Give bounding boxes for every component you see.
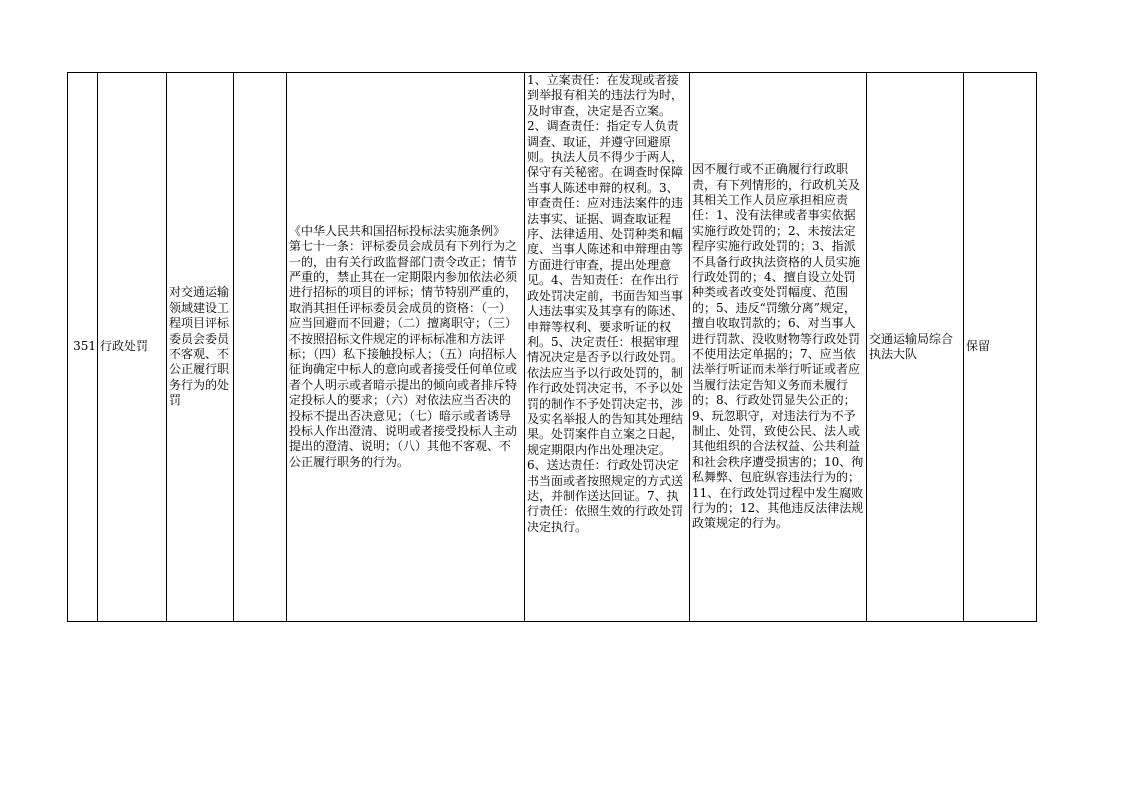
category-cell: 行政处罚 — [98, 73, 167, 622]
table-row — [68, 73, 1037, 622]
legal-basis-cell: 《中华人民共和国招标投标法实施条例》 第七十一条：评标委员会成员有下列行为之一的，由有关行政监督部门责令改正；情节严重的，禁止其在一定期限内参加依法必须进行招标的项目的评标；情节特别严重的，取消其担任评标委员会成员的资格：（一）应当回避而不回避；（二）擅离职守；（三）不按照招标文件规定的评标标准和方法评标；（四）私下接触投标人；（五）向招标人征询确定中标人的意向或者接受任何单位或者个人明示或者暗示提出的倾向或者排斥特定投标人的要求；（六）对依法应当否决的投标不提出否决意见；（七）暗示或者诱导投标人作出澄清、说明或者接受投标人主动提出的澄清、说明；（八）其他不客观、不公正履行职务的行为。 — [287, 73, 525, 622]
agency-cell: 交通运输局综合执法大队 — [867, 73, 964, 622]
status-cell: 保留 — [964, 73, 1037, 622]
power-list-table — [67, 72, 1037, 622]
accountability-cell: 因不履行或不正确履行行政职责，有下列情形的，行政机关及其相关工作人员应承担相应责任：1、没有法律或者事实依据实施行政处罚的；2、未按法定程序实施行政处罚的；3、指派不具备行政执法资格的人员实施行政处罚的；4、擅自设立处罚种类或者改变处罚幅度、范围的；5、违反“罚缴分离”规定，擅自收取罚款的；6、对当事人进行罚款、没收财物等行政处罚不使用法定单据的；7、应当依法举行听证而未举行听证或者应当履行法定告知义务而未履行的；8、行政处罚显失公正的；9、玩忽职守，对违法行为不予制止、处罚，致使公民、法人或其他组织的合法权益、公共利益和社会秩序遭受损害的；10、徇私舞弊、包庇纵容违法行为的；11、在行政处罚过程中发生腐败行为的；12、其他违反法律法规政策规定的行为。 — [690, 73, 867, 622]
sub-item-cell — [234, 73, 287, 622]
responsibility-text: 1、立案责任：在发现或者接到举报有相关的违法行为时，及时审查，决定是否立案。2、调查责任：指定专人负责调查、取证，并遵守回避原则。执法人员不得少于两人，保守有关秘密。在调查时保障当事人陈述申辩的权利。3、审查责任：应对违法案件的违法事实、证据、调查取证程序、法律适用、处罚种类和幅度、当事人陈述和申辩理由等方面进行审查，提出处理意见。4、告知责任：在作出行政处罚决定前，书面告知当事人违法事实及其享有的陈述、申辩等权利、要求听证的权利。5、决定责任：根据审理情况决定是否予以行政处罚。依法应当予以行政处罚的，制作行政处罚决定书，不予以处罚的制作不予处罚决定书，涉及实名举报人的告知其处理结果。处罚案件自立案之日起，规定期限内作出处理决定。 6、送达责任：行政处罚决定书当面或者按照规定的方式送达，并制作送达回证。7、执行责任：依照生效的行政处罚决定执行。 — [527, 73, 684, 534]
seq-cell: 351 — [68, 73, 98, 622]
item-name-cell: 对交通运输领域建设工程项目评标委员会委员不客观、不公正履行职务行为的处罚 — [167, 73, 234, 622]
responsibility-cell — [525, 73, 690, 622]
